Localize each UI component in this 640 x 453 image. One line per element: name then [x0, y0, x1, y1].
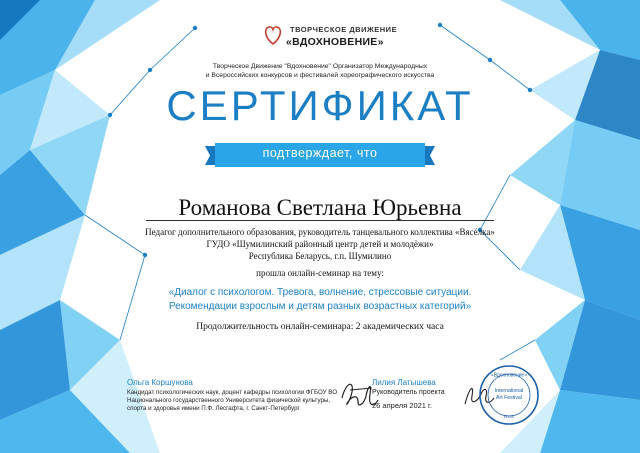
right-line-1 [440, 25, 530, 90]
logo-line1: ТВОРЧЕСКОЕ ДВИЖЕНИЕ [290, 25, 398, 34]
logo-line2: «ВДОХНОВЕНИЕ» [286, 36, 384, 48]
right-line-3 [500, 340, 535, 360]
description-line: Педагог дополнительного образования, руководитель танцевального коллектива «Вясёлка» [145, 227, 495, 237]
signatory2-name: Лилия Латышева [372, 378, 436, 387]
organizer-line2: и Всероссийских конкурсов и фестивалей хореографического искусства [205, 72, 435, 79]
recipient-name: Романова Светлана Юрьевна [178, 195, 462, 220]
stamp-bottom: RUS [503, 415, 515, 420]
right-node-2 [438, 23, 442, 27]
ribbon-text: подтверждает, что [262, 146, 378, 160]
seminar-intro: прошла онлайн-семинар на тему: [256, 268, 384, 278]
issue-date: 26 апреля 2021 г. [372, 401, 432, 410]
seminar-topic-line: Рекомендации взрослым и детям разных возрастных категорий» [168, 301, 472, 312]
signatory1-title-line: спорта и здоровья имени П.Ф. Лесгафта, г. Санкт-Петербург [127, 405, 300, 412]
stamp-middle2: Art Festival [496, 395, 522, 401]
signatory1-title-line: Национального государственного Университета физической культуры, [127, 397, 331, 404]
signatory1-title-line: Кандидат психологических наук, доцент кафедры психологии ФГБОУ ВО [127, 389, 338, 396]
stamp-middle1: International [494, 388, 524, 394]
signatory1-name: Ольга Коршунова [127, 378, 193, 387]
right-node-1 [488, 58, 492, 62]
name-underline [146, 220, 494, 221]
certificate-title: СЕРТИФИКАТ [166, 82, 474, 129]
description-line: ГУДО «Шумилинский районный центр детей и молодёжи» [206, 239, 434, 249]
seminar-topic-line: «Диалог с психологом. Тревога, волнение, стрессовые ситуации. [168, 287, 472, 298]
festival-stamp [478, 364, 540, 426]
organizer-line1: Творческое Движение "Вдохновение" Организатор Международных [212, 63, 428, 70]
left-node-2 [193, 26, 197, 30]
signatory2-role: Руководитель проекта [372, 389, 445, 396]
description-line: Республика Беларусь, г.п. Шумилино [248, 251, 392, 261]
seminar-duration: Продолжительность онлайн-семинара: 2 академических часа [196, 322, 444, 332]
stamp-top: «Вдохновение» [490, 372, 528, 379]
logo-heart-icon [262, 22, 284, 48]
